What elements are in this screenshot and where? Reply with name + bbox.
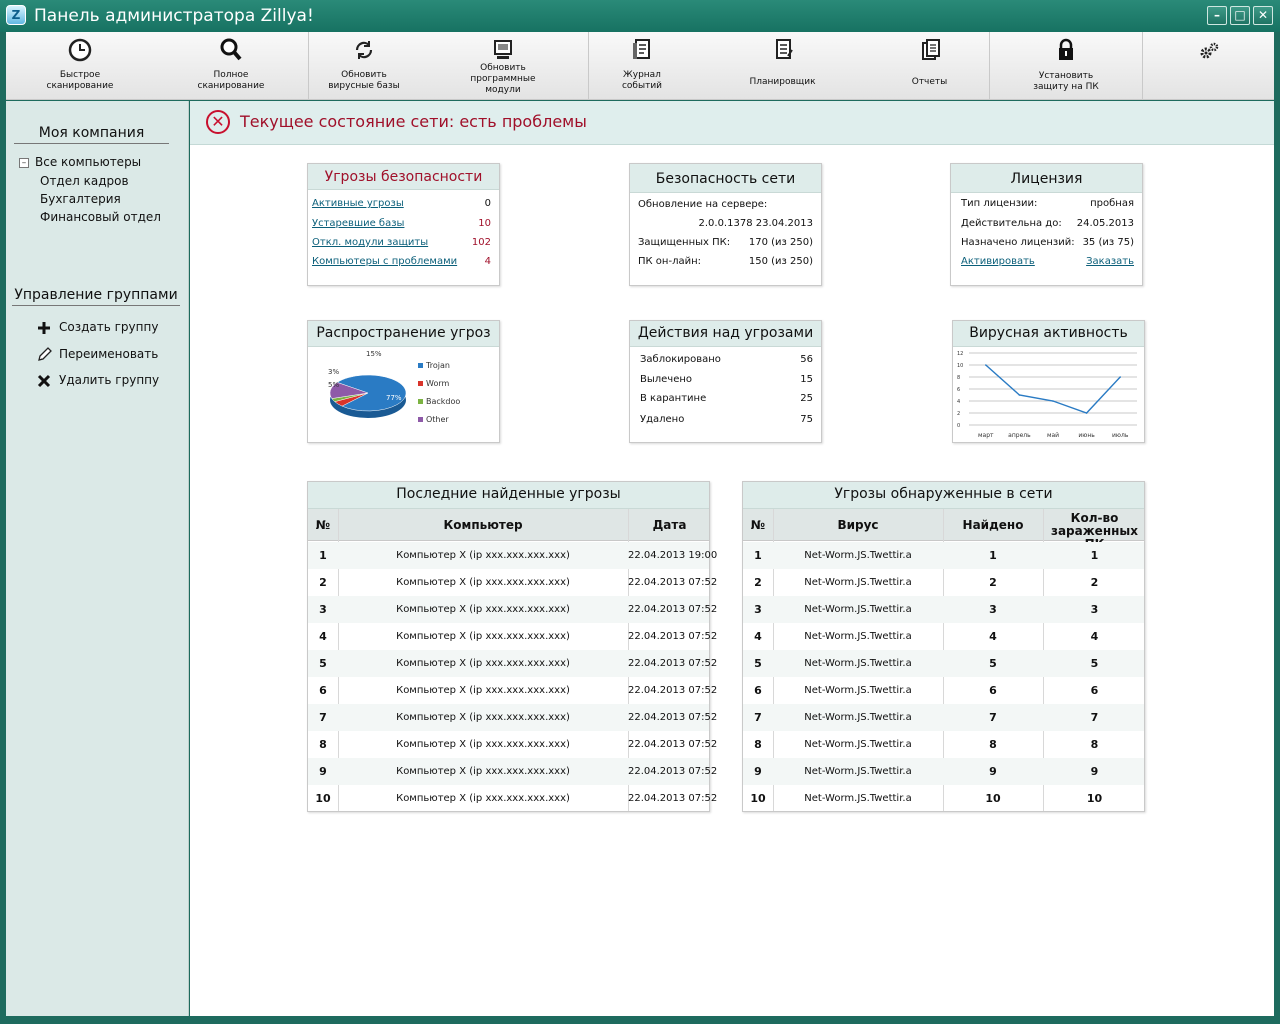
active-threats-link[interactable]: Активные угрозы <box>312 198 404 209</box>
legend-label: Worm <box>426 379 450 388</box>
computer-cell: Компьютер X (ip xxx.xxx.xxx.xxx) <box>396 793 570 804</box>
activity-point <box>1119 376 1121 378</box>
full-scan-button[interactable] <box>154 32 308 100</box>
row-number-cell: 8 <box>319 738 327 751</box>
activity-point <box>985 364 987 366</box>
x-tick-label: июль <box>1112 432 1129 439</box>
virus-cell: Net-Worm.JS.Twettir.a <box>804 577 912 588</box>
table-row[interactable] <box>308 650 718 677</box>
table-row[interactable] <box>308 704 718 731</box>
table-row[interactable] <box>308 758 718 785</box>
found-count-cell: 5 <box>989 657 997 670</box>
quick-scan-label: Быстрое сканирование <box>46 70 114 91</box>
col-computer: Компьютер <box>443 518 523 532</box>
infected-pcs-cell: 9 <box>1090 765 1099 778</box>
virus-cell: Net-Worm.JS.Twettir.a <box>804 631 912 642</box>
scheduler-icon <box>769 37 797 63</box>
x-tick-label: март <box>978 432 994 439</box>
found-count-cell: 8 <box>989 738 997 751</box>
table-row[interactable] <box>743 704 1144 731</box>
virus-activity-panel <box>952 320 1145 443</box>
maximize-button[interactable]: □ <box>1230 6 1250 25</box>
date-cell: 22.04.2013 07:52 <box>628 685 718 696</box>
computer-cell: Компьютер X (ip xxx.xxx.xxx.xxx) <box>396 712 570 723</box>
pie-percent-label: 15% <box>366 351 382 358</box>
legend-swatch <box>418 399 423 404</box>
threats-title: Угрозы безопасности <box>308 164 499 190</box>
row-number-cell: 7 <box>319 711 327 724</box>
virus-activity-line-chart <box>955 349 1142 441</box>
threats-panel <box>307 163 500 286</box>
minimize-button[interactable]: – <box>1207 6 1227 25</box>
legend-swatch <box>418 417 423 422</box>
row-number-cell: 9 <box>754 765 762 778</box>
found-count-cell: 3 <box>989 603 997 616</box>
rename-group-label: Переименовать <box>59 347 159 361</box>
x-tick-label: май <box>1046 432 1060 439</box>
problem-computers-link[interactable]: Компьютеры с проблемами <box>312 256 458 267</box>
computer-cell: Компьютер X (ip xxx.xxx.xxx.xxx) <box>396 577 570 588</box>
found-count-cell: 2 <box>989 576 997 589</box>
legend-swatch <box>418 363 423 368</box>
online-pc-label: ПК он-лайн: <box>638 256 701 267</box>
deleted-value: 75 <box>800 414 813 425</box>
disabled-modules-link[interactable]: Откл. модули защиты <box>312 237 429 248</box>
detected-threats-table <box>742 481 1145 812</box>
y-tick-label: 4 <box>957 399 961 405</box>
found-count-cell: 1 <box>989 549 997 562</box>
row-number-cell: 2 <box>319 576 327 589</box>
infected-pcs-cell: 10 <box>1086 792 1103 805</box>
row-number-cell: 8 <box>754 738 762 751</box>
tree-item-hr[interactable]: Отдел кадров <box>40 174 129 188</box>
infected-pcs-cell: 7 <box>1090 711 1099 724</box>
table-row[interactable] <box>308 785 718 812</box>
infected-pcs-cell: 5 <box>1090 657 1099 670</box>
license-valid-value: 24.05.2013 <box>1076 218 1134 229</box>
table-row[interactable] <box>743 650 1144 677</box>
tree-collapse-icon[interactable]: – <box>19 158 29 168</box>
scheduler-button[interactable] <box>695 32 870 100</box>
active-threats-value: 0 <box>484 198 491 209</box>
network-status-text: Текущее состояние сети: есть проблемы <box>240 112 587 131</box>
quarantine-label: В карантине <box>640 393 707 404</box>
row-number-cell: 6 <box>754 684 762 697</box>
reports-button[interactable] <box>870 32 989 100</box>
pie-percent-label: 5% <box>328 381 340 389</box>
blocked-label: Заблокировано <box>640 354 721 365</box>
licenses-assigned-label: Назначено лицензий: <box>961 237 1075 248</box>
infected-pcs-cell: 2 <box>1090 576 1099 589</box>
row-number-cell: 7 <box>754 711 762 724</box>
delete-x-icon <box>36 373 52 389</box>
computer-cell: Компьютер X (ip xxx.xxx.xxx.xxx) <box>396 766 570 777</box>
date-cell: 22.04.2013 07:52 <box>628 766 718 777</box>
date-cell: 22.04.2013 07:52 <box>628 604 718 615</box>
protected-pc-value: 170 (из 250) <box>748 237 813 248</box>
company-title: Моя компания <box>14 125 169 144</box>
table-row[interactable] <box>743 785 1144 812</box>
full-scan-label: Полное сканирование <box>197 70 265 91</box>
y-tick-label: 0 <box>957 423 961 429</box>
col-virus: Вирус <box>837 518 879 532</box>
create-group-label: Создать группу <box>59 320 159 334</box>
problem-computers-value: 4 <box>484 256 491 267</box>
table-row[interactable] <box>743 569 1144 596</box>
activity-point <box>1019 394 1021 396</box>
lock-icon <box>1052 37 1080 63</box>
table-row[interactable] <box>308 623 718 650</box>
y-tick-label: 10 <box>957 363 964 369</box>
journal-icon <box>628 37 656 63</box>
table-row[interactable] <box>308 731 718 758</box>
pie-percent-label: 3% <box>328 368 340 376</box>
computer-cell: Компьютер X (ip xxx.xxx.xxx.xxx) <box>396 658 570 669</box>
threat-actions-title: Действия над угрозами <box>630 321 821 347</box>
table-row[interactable] <box>743 677 1144 704</box>
network-status-bar <box>190 101 1274 145</box>
row-number-cell: 9 <box>319 765 327 778</box>
row-number-cell: 4 <box>754 630 762 643</box>
infected-pcs-cell: 4 <box>1090 630 1099 643</box>
y-tick-label: 8 <box>957 375 961 381</box>
date-cell: 22.04.2013 07:52 <box>628 739 718 750</box>
table-row[interactable] <box>743 623 1144 650</box>
outdated-bases-value: 10 <box>478 218 491 229</box>
table-row[interactable] <box>743 542 1144 569</box>
reports-label: Отчеты <box>911 77 948 87</box>
disabled-modules-value: 102 <box>471 237 491 248</box>
close-button[interactable]: ✕ <box>1253 6 1273 25</box>
col-date: Дата <box>652 518 687 532</box>
found-count-cell: 6 <box>989 684 997 697</box>
scheduler-label: Планировщик <box>749 77 816 87</box>
table-row[interactable] <box>308 677 718 704</box>
license-type-value: пробная <box>1090 198 1134 209</box>
row-number-cell: 4 <box>319 630 327 643</box>
license-type-label: Тип лицензии: <box>961 198 1038 209</box>
virus-cell: Net-Worm.JS.Twettir.a <box>804 550 912 561</box>
group-management-title: Управление группами <box>12 287 180 306</box>
main-content <box>190 101 1274 1016</box>
install-protection-label: Установить защиту на ПК <box>1033 71 1099 92</box>
activity-point <box>1086 412 1088 414</box>
row-number-cell: 10 <box>750 792 766 805</box>
row-number-cell: 6 <box>319 684 327 697</box>
y-tick-label: 2 <box>957 411 961 417</box>
found-count-cell: 10 <box>985 792 1001 805</box>
row-number-cell: 2 <box>754 576 762 589</box>
server-update-label: Обновление на сервере: <box>638 199 768 210</box>
infected-pcs-cell: 3 <box>1090 603 1099 616</box>
found-count-cell: 9 <box>989 765 997 778</box>
quick-scan-button[interactable] <box>6 32 154 100</box>
date-cell: 22.04.2013 07:52 <box>628 631 718 642</box>
update-modules-label: Обновить программные модули <box>470 63 536 95</box>
deleted-label: Удалено <box>640 414 685 425</box>
col-number: № <box>750 518 766 532</box>
date-cell: 22.04.2013 07:52 <box>628 793 718 804</box>
pencil-icon <box>36 347 52 363</box>
toolbar <box>6 32 1274 100</box>
recent-threats-title: Последние найденные угрозы <box>308 482 709 509</box>
threat-spread-pie-chart <box>326 351 491 436</box>
legend-swatch <box>418 381 423 386</box>
error-circle-icon: ✕ <box>206 110 230 134</box>
row-number-cell: 5 <box>754 657 762 670</box>
license-panel <box>950 163 1143 286</box>
table-row[interactable] <box>308 542 718 569</box>
license-valid-label: Действительна до: <box>961 218 1062 229</box>
licenses-assigned-value: 35 (из 75) <box>1082 237 1134 248</box>
activate-link[interactable]: Активировать <box>961 256 1035 267</box>
tree-item-finance[interactable]: Финансовый отдел <box>40 210 161 224</box>
update-bases-button[interactable] <box>309 32 419 100</box>
server-update-value: 2.0.0.1378 23.04.2013 <box>698 218 813 229</box>
table-row[interactable] <box>308 596 718 623</box>
activity-point <box>1052 400 1054 402</box>
event-log-button[interactable] <box>589 32 695 100</box>
window-title: Панель администратора Zillya! <box>34 6 314 26</box>
computer-cell: Компьютер X (ip xxx.xxx.xxx.xxx) <box>396 631 570 642</box>
online-pc-value: 150 (из 250) <box>748 256 813 267</box>
cured-value: 15 <box>800 374 813 385</box>
recent-threats-header <box>308 509 709 541</box>
row-number-cell: 1 <box>319 549 327 562</box>
infected-pcs-cell: 6 <box>1090 684 1099 697</box>
computer-cell: Компьютер X (ip xxx.xxx.xxx.xxx) <box>396 685 570 696</box>
row-number-cell: 3 <box>319 603 327 616</box>
table-row[interactable] <box>743 596 1144 623</box>
reports-icon <box>916 37 944 63</box>
date-cell: 22.04.2013 19:00 <box>628 550 718 561</box>
virus-cell: Net-Worm.JS.Twettir.a <box>804 658 912 669</box>
outdated-bases-link[interactable]: Устаревшие базы <box>312 218 405 229</box>
virus-cell: Net-Worm.JS.Twettir.a <box>804 685 912 696</box>
virus-cell: Net-Worm.JS.Twettir.a <box>804 604 912 615</box>
event-log-label: Журнал событий <box>621 70 663 91</box>
infected-pcs-cell: 1 <box>1090 549 1099 562</box>
row-number-cell: 5 <box>319 657 327 670</box>
date-cell: 22.04.2013 07:52 <box>628 712 718 723</box>
row-number-cell: 3 <box>754 603 762 616</box>
protected-pc-label: Защищенных ПК: <box>638 237 731 248</box>
update-modules-button[interactable] <box>419 32 587 100</box>
clock-icon <box>66 37 94 63</box>
col-infected-pcs: Кол-во зараженных <box>1050 511 1138 538</box>
computer-cell: Компьютер X (ip xxx.xxx.xxx.xxx) <box>396 739 570 750</box>
x-tick-label: апрель <box>1008 432 1031 439</box>
sidebar <box>6 101 189 1016</box>
threat-spread-title: Распространение угроз <box>308 321 499 347</box>
install-protection-button[interactable] <box>990 32 1142 100</box>
detected-threats-title: Угрозы обнаруженные в сети <box>743 482 1144 509</box>
col-found: Найдено <box>962 518 1024 532</box>
order-link[interactable]: Заказать <box>1086 256 1134 267</box>
settings-gears-icon <box>1195 39 1223 65</box>
network-security-panel <box>629 163 822 286</box>
blocked-value: 56 <box>800 354 813 365</box>
update-modules-icon <box>489 37 517 63</box>
infected-pcs-cell: 8 <box>1090 738 1099 751</box>
found-count-cell: 7 <box>989 711 997 724</box>
delete-group-label: Удалить группу <box>59 373 160 387</box>
zillya-logo-icon: Z <box>6 5 26 25</box>
found-count-cell: 4 <box>989 630 997 643</box>
row-number-cell: 10 <box>315 792 331 805</box>
refresh-icon <box>350 37 378 63</box>
virus-cell: Net-Worm.JS.Twettir.a <box>804 766 912 777</box>
plus-icon <box>36 320 52 336</box>
settings-button[interactable] <box>1143 32 1274 100</box>
legend-label: Trojan <box>426 361 450 370</box>
table-row[interactable] <box>743 731 1144 758</box>
network-security-title: Безопасность сети <box>630 164 821 193</box>
row-number-cell: 1 <box>754 549 762 562</box>
license-title: Лицензия <box>951 164 1142 193</box>
threat-spread-panel <box>307 320 500 443</box>
update-bases-label: Обновить вирусные базы <box>328 70 400 91</box>
threat-actions-panel <box>629 320 822 443</box>
recent-threats-table <box>307 481 718 812</box>
tree-item-all-computers[interactable]: Все компьютеры <box>35 155 142 169</box>
legend-label: Other <box>426 415 449 424</box>
magnifier-icon <box>217 37 245 63</box>
table-row[interactable] <box>308 569 718 596</box>
tree-item-accounting[interactable]: Бухгалтерия <box>40 192 121 206</box>
virus-cell: Net-Worm.JS.Twettir.a <box>804 712 912 723</box>
y-tick-label: 12 <box>957 351 964 357</box>
x-tick-label: июнь <box>1078 432 1095 439</box>
table-row[interactable] <box>743 758 1144 785</box>
virus-cell: Net-Worm.JS.Twettir.a <box>804 739 912 750</box>
y-tick-label: 6 <box>957 387 961 393</box>
computer-cell: Компьютер X (ip xxx.xxx.xxx.xxx) <box>396 604 570 615</box>
legend-label: Backdoo <box>426 397 461 406</box>
virus-activity-title: Вирусная активность <box>953 321 1144 347</box>
computer-cell: Компьютер X (ip xxx.xxx.xxx.xxx) <box>396 550 570 561</box>
pie-percent-label: 77% <box>386 394 402 402</box>
date-cell: 22.04.2013 07:52 <box>628 577 718 588</box>
title-bar <box>0 0 1280 32</box>
date-cell: 22.04.2013 07:52 <box>628 658 718 669</box>
col-number: № <box>315 518 331 532</box>
virus-cell: Net-Worm.JS.Twettir.a <box>804 793 912 804</box>
quarantine-value: 25 <box>800 393 813 404</box>
cured-label: Вылечено <box>640 374 693 385</box>
